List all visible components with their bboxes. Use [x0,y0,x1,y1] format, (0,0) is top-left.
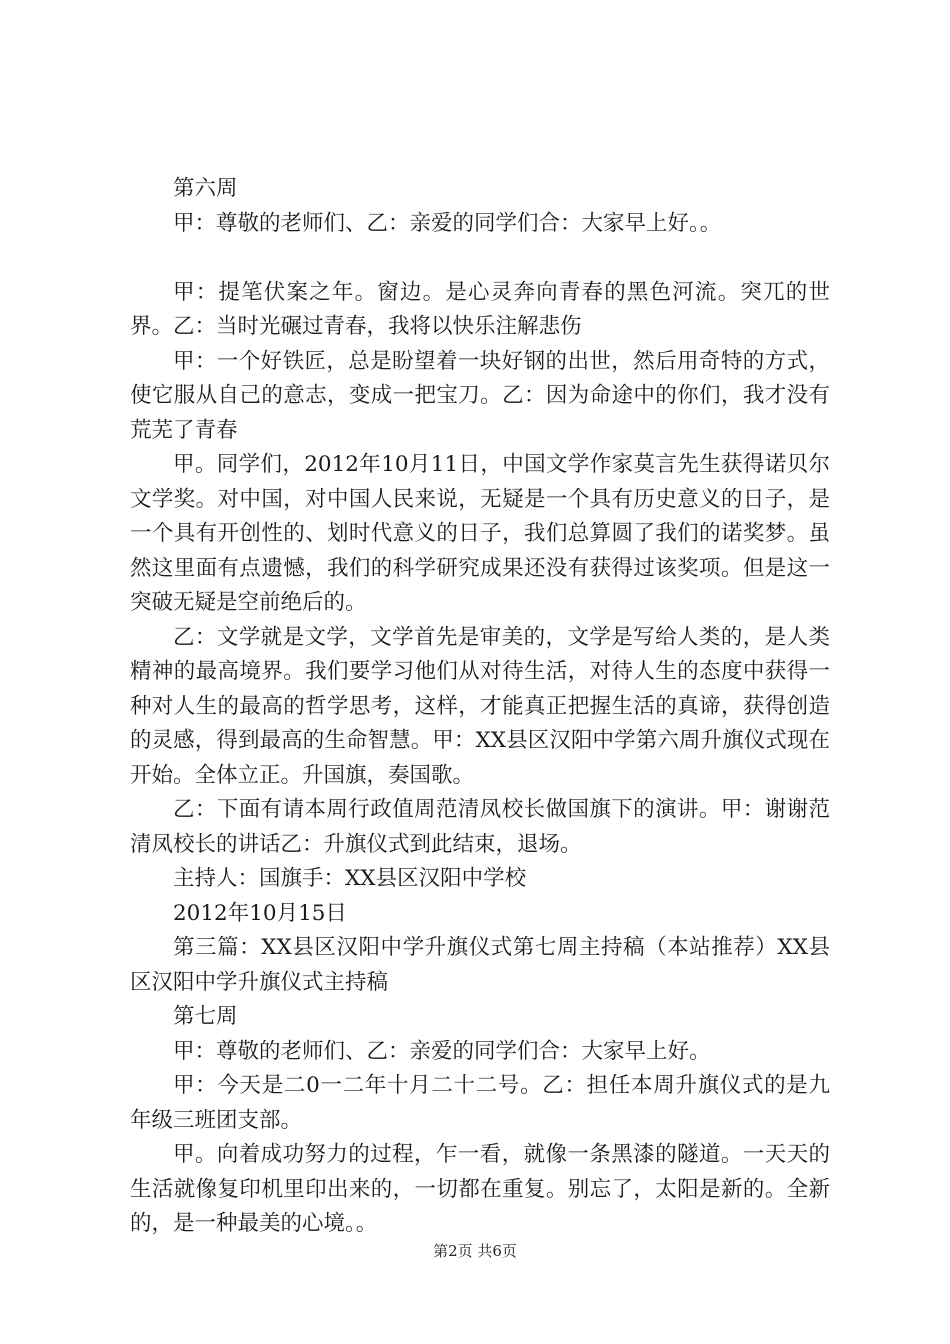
section-heading-week6: 第六周 [173,176,238,201]
page-number-footer: 第2页 共6页 [433,1242,517,1260]
paragraph: 甲：尊敬的老师们、乙：亲爱的同学们合：大家早上好。。 [173,210,722,236]
paragraph: 第三篇：XX县区汉阳中学升旗仪式第七周主持稿（本站推荐）XX县区汉阳中学升旗仪式主持稿 [130,935,830,995]
paragraph: 乙：下面有请本周行政值周范清凤校长做国旗下的演讲。甲：谢谢范清凤校长的讲话乙：升旗仪式到此结束，退场。 [130,797,830,857]
paragraph: 甲。向着成功努力的过程，乍一看，就像一条黑漆的隧道。一天天的生活就像复印机里印出来的，一切都在重复。别忘了，太阳是新的。全新的，是一种最美的心境。。 [130,1142,830,1236]
paragraph: 甲：今天是二0一二年十月二十二号。乙：担任本周升旗仪式的是九年级三班团支部。 [130,1073,830,1133]
paragraph: 甲：一个好铁匠，总是盼望着一块好钢的出世，然后用奇特的方式，使它服从自己的意志，变成一把宝刀。乙：因为命途中的你们，我才没有荒芜了青春 [130,348,830,443]
document-body [130,172,830,1242]
paragraph: 乙：文学就是文学，文学首先是审美的，文学是写给人类的，是人类精神的最高境界。我们要学习他们从对待生活，对待人生的态度中获得一种对人生的最高的哲学思考，这样，才能真正把握生活的真谛，获得创造的灵感，得到最高的生命智慧。甲：XX县区汉阳中学第六周升旗仪式现在开始。全体立正。升国旗，奏国歌。 [130,624,830,788]
paragraph: 主持人：国旗手：XX县区汉阳中学校 [173,866,527,891]
paragraph: 甲：尊敬的老师们、乙：亲爱的同学们合：大家早上好。 [173,1038,711,1064]
paragraph: 2012年10月15日 [173,900,347,926]
paragraph: 甲：提笔伏案之年。窗边。是心灵奔向青春的黑色河流。突兀的世界。乙：当时光碾过青春，我将以快乐注解悲伤 [130,279,830,339]
paragraph: 甲。同学们，2012年10月11日，中国文学作家莫言先生获得诺贝尔文学奖。对中国，对中国人民来说，无疑是一个具有历史意义的日子，是一个具有开创性的、划时代意义的日子，我们总算圆了我们的诺奖梦。虽然这里面有点遗憾，我们的科学研究成果还没有获得过该奖项。但是这一突破无疑是空前绝后的。 [130,452,830,615]
section-heading-week7: 第七周 [173,1004,238,1029]
